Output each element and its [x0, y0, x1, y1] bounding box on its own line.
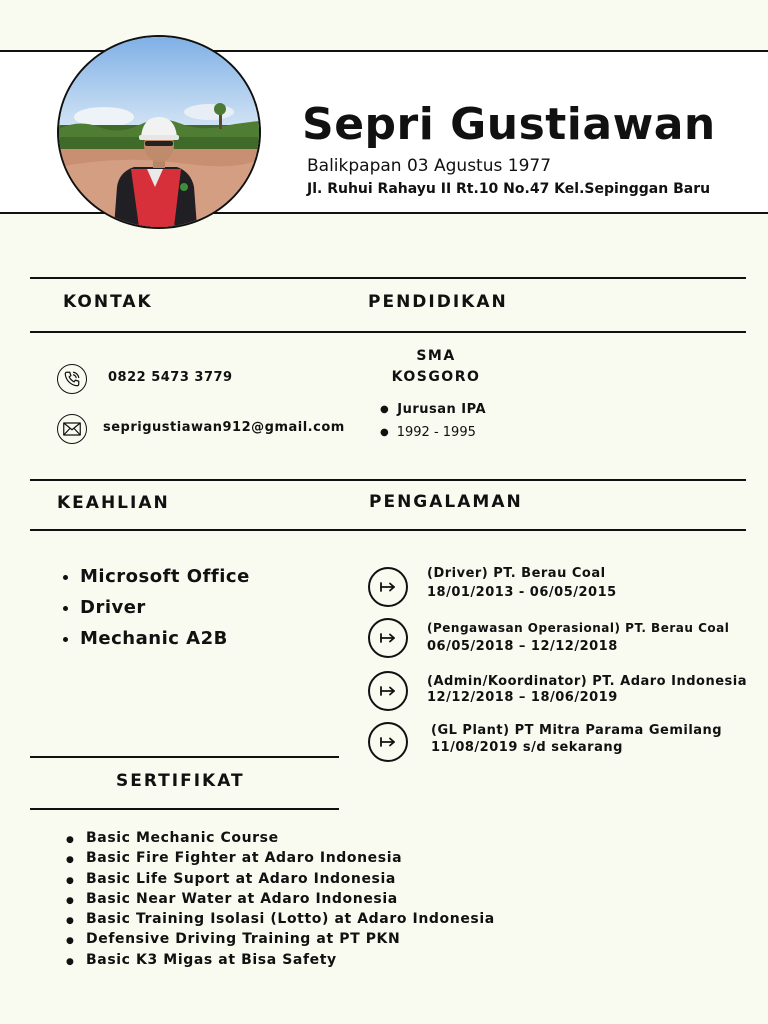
- email-address[interactable]: seprigustiawan912@gmail.com: [103, 420, 345, 435]
- divider-sertifikat-bottom: [30, 808, 339, 810]
- certificate-name: Basic Mechanic Course: [86, 830, 279, 846]
- full-name: Sepri Gustiawan: [302, 99, 716, 150]
- experience-date: 18/01/2013 - 06/05/2015: [427, 585, 617, 600]
- birth-place-date: Balikpapan 03 Agustus 1977: [307, 156, 552, 176]
- experience-item: [427, 566, 617, 600]
- certificate-item: [66, 911, 495, 931]
- certificate-name: Basic Training Isolasi (Lotto) at Adaro Indonesia: [86, 911, 495, 928]
- school-name-line2: KOSGORO: [391, 369, 481, 385]
- school-name-line1: SMA: [416, 348, 456, 364]
- section-title-pengalaman: PENGALAMAN: [369, 492, 523, 512]
- profile-photo-image: [59, 37, 259, 227]
- certificate-name: Basic Near Water at Adaro Indonesia: [86, 890, 398, 907]
- experience-date: 11/08/2019 s/d sekarang: [431, 740, 623, 755]
- section-title-pendidikan: PENDIDIKAN: [368, 292, 508, 312]
- divider-middle: [30, 479, 746, 481]
- skill-item: • Mechanic A2B: [80, 628, 250, 649]
- divider-sertifikat-top: [30, 756, 339, 758]
- experience-title: (Driver) PT. Berau Coal: [427, 566, 606, 581]
- bullet-dot: ●: [66, 916, 75, 927]
- section-title-sertifikat: SERTIFIKAT: [116, 771, 245, 791]
- phone-icon: [57, 364, 87, 394]
- bullet-dot: ●: [380, 404, 390, 415]
- arrow-right-icon: [368, 722, 408, 762]
- education-bullet-major: [380, 402, 486, 417]
- bullet-dot: ●: [66, 956, 75, 967]
- certificate-name: Defensive Driving Training at PT PKN: [86, 931, 401, 948]
- home-address: Jl. Ruhui Rahayu II Rt.10 No.47 Kel.Sepinggan Baru: [307, 181, 711, 197]
- experience-title: (Admin/Koordinator) PT. Adaro Indonesia: [427, 674, 748, 689]
- education-years: 1992 - 1995: [396, 425, 476, 440]
- education-bullet-years: [380, 425, 476, 440]
- arrow-right-icon: [368, 618, 408, 658]
- experience-date: 12/12/2018 – 18/06/2019: [427, 690, 618, 705]
- education-major: Jurusan IPA: [397, 402, 487, 417]
- certificate-item: [66, 931, 495, 951]
- certificate-item: [66, 891, 495, 911]
- certificate-item: [66, 830, 495, 850]
- envelope-icon: [57, 414, 87, 444]
- divider-under-heading: [30, 331, 746, 333]
- bullet-dot: ●: [66, 835, 75, 845]
- section-title-keahlian: KEAHLIAN: [57, 493, 170, 513]
- bullet-dot: ●: [380, 427, 389, 438]
- bullet-dot: ●: [66, 895, 75, 906]
- certificate-name: Basic K3 Migas at Bisa Safety: [86, 951, 337, 968]
- certificate-name: Basic Life Suport at Adaro Indonesia: [86, 870, 396, 887]
- certificate-item: [66, 871, 495, 891]
- skills-list: [44, 566, 250, 659]
- arrow-right-icon: [368, 567, 408, 607]
- bullet-dot: ●: [66, 875, 75, 886]
- bullet-dot: ●: [66, 855, 75, 866]
- experience-title: (Pengawasan Operasional) PT. Berau Coal: [427, 621, 730, 635]
- experience-item: [427, 674, 747, 705]
- profile-photo: [57, 35, 261, 229]
- certificate-item: [66, 952, 495, 972]
- arrow-right-icon: [368, 671, 408, 711]
- experience-title: (GL Plant) PT Mitra Parama Gemilang: [431, 723, 723, 738]
- section-title-kontak: KONTAK: [63, 292, 153, 312]
- bullet-dot: ●: [66, 936, 75, 947]
- certificates-list: [66, 830, 495, 972]
- experience-date: 06/05/2018 – 12/12/2018: [427, 639, 618, 654]
- skill-item: • Driver: [80, 597, 250, 618]
- certificate-item: [66, 850, 495, 870]
- phone-number[interactable]: 0822 5473 3779: [108, 370, 233, 385]
- skill-item: • Microsoft Office: [80, 566, 250, 587]
- divider-top: [30, 277, 746, 279]
- divider-under-heading-2: [30, 529, 746, 531]
- experience-item: [427, 621, 729, 654]
- experience-item: [431, 723, 722, 755]
- certificate-name: Basic Fire Fighter at Adaro Indonesia: [86, 850, 403, 867]
